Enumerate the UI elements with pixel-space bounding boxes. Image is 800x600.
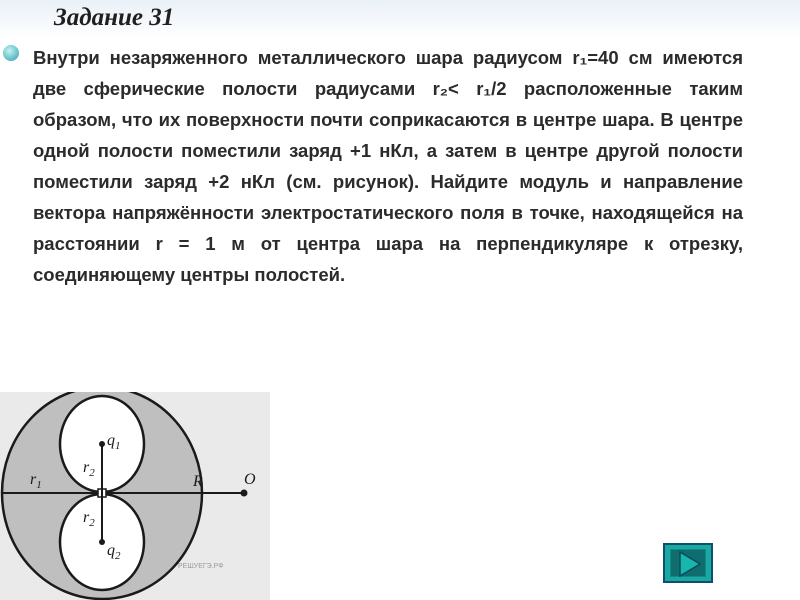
label-r1: $r_1$: [30, 471, 42, 491]
watermark: РЕШУЕГЭ.РФ: [178, 563, 224, 570]
label-R: R: [193, 473, 203, 490]
charge-q1-dot: [99, 441, 105, 447]
charge-q2-dot: [99, 539, 105, 545]
point-o-dot: [241, 490, 248, 497]
bullet-icon: [3, 45, 19, 61]
label-r2-lower: $r_2$: [83, 509, 95, 529]
play-right-icon: [678, 551, 702, 577]
figure-svg: [0, 392, 270, 600]
slide-title: Задание 31: [54, 4, 175, 31]
label-q2: $q_2$: [107, 542, 121, 562]
label-r2-upper: $r_2$: [83, 459, 95, 479]
label-q1: $q_1$: [107, 432, 121, 452]
problem-text: Внутри незаряженного металлического шара радиусом r₁=40 см имеются две сферические полости радиусами r₂< r₁/2 расположенные таким образом, что их поверхности почти соприкасаются в центре шара. В центре одной полости поместили заряд +1 нКл, а затем в центре другой полости поместили заряд +2 нКл (см. рисунок). Найдите модуль и направление вектора напряжённости электростатического поля в точке, находящейся на расстоянии r = 1 м от центра шара на перпендикуляре к отрезку, соединяющему центры полостей.: [33, 47, 743, 285]
label-O: O: [244, 471, 256, 488]
physics-figure: [0, 392, 270, 600]
next-slide-button[interactable]: [663, 543, 713, 583]
